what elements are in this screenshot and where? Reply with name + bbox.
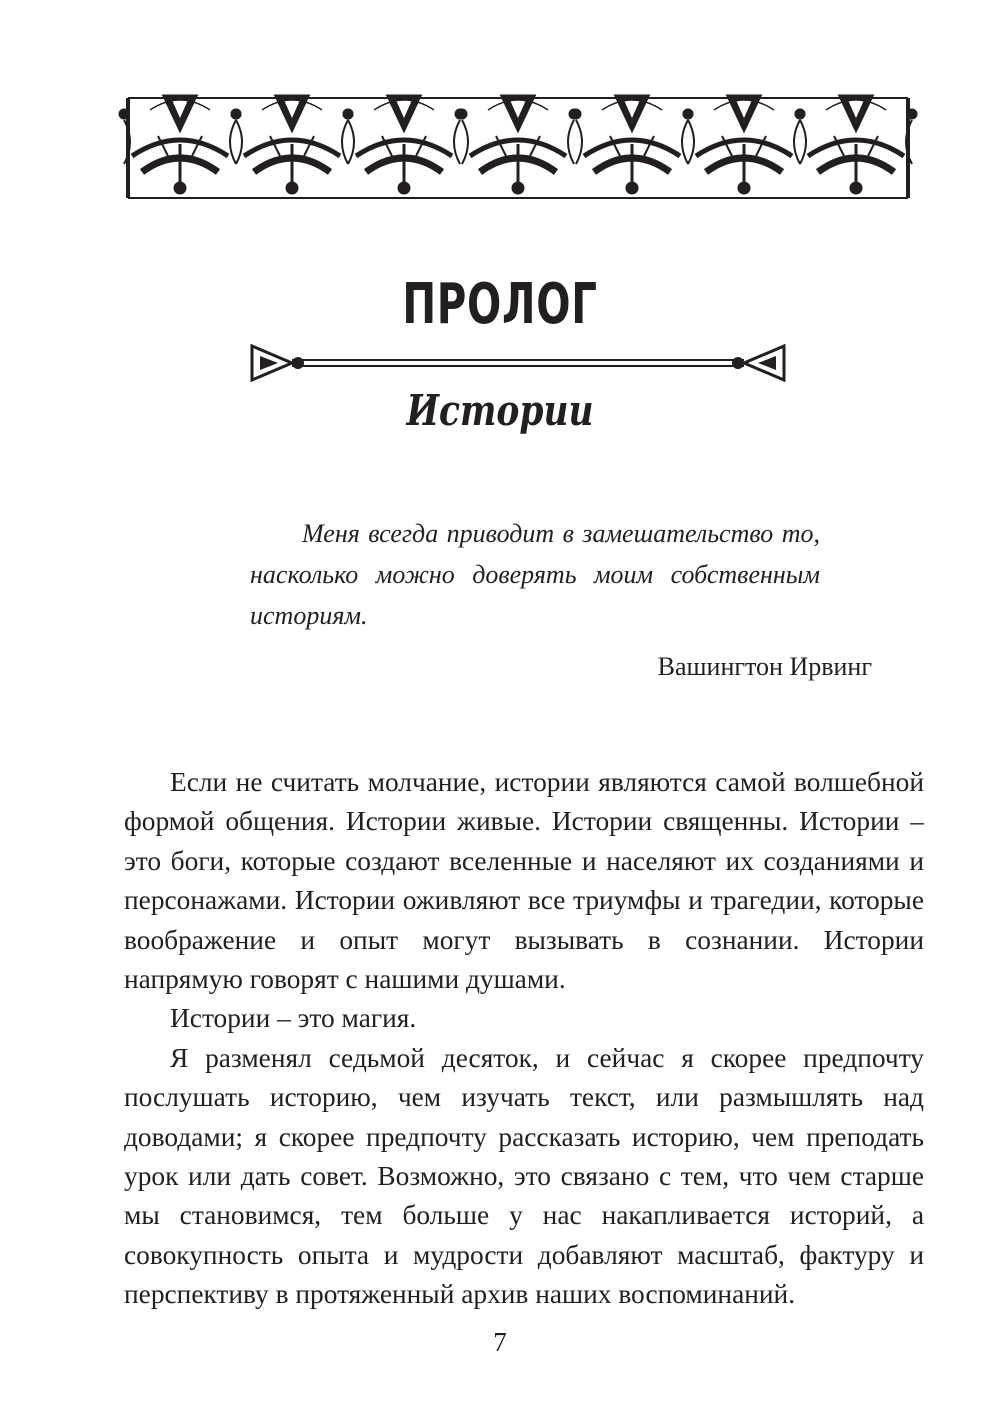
page-number: 7 <box>493 1327 507 1357</box>
paragraph: Если не считать молчание, истории являются самой волшебной формой общения. Истории живые. Истории священны. Истории – это боги, которые создают вселенные и населяют их созданиями и персонажами. Истории оживляют все триумфы и трагедии, которые воображение и опыт могут вызывать в сознании. Истории напрямую говорят с нашими душами. <box>124 767 924 995</box>
chapter-subtitle: Истории <box>406 386 594 435</box>
epigraph-quote: Меня всегда приводит в замешательство то, насколько можно доверять моим собственным историям. <box>250 519 820 630</box>
body-text <box>124 763 924 1315</box>
paragraph: Истории – это магия. <box>170 1003 417 1034</box>
epigraph-author: Вашингтон Ирвинг <box>657 652 872 681</box>
decorative-header-ornament <box>118 86 918 208</box>
title-divider-ornament <box>248 336 788 390</box>
epigraph <box>250 513 820 636</box>
paragraph: Я разменял седьмой десяток, и сейчас я скорее предпочту послушать историю, чем изучать текст, или размышлять над доводами; я скорее предпочту рассказать историю, чем преподать урок или дать совет. Возможно, это связано с тем, что чем старше мы становимся, тем больше у нас накапливается историй, а совокупность опыта и мудрости добавляют масштаб, фактуру и перспективу в протяженный архив наших воспоминаний. <box>124 1042 924 1310</box>
chapter-title: ПРОЛОГ <box>402 272 598 337</box>
